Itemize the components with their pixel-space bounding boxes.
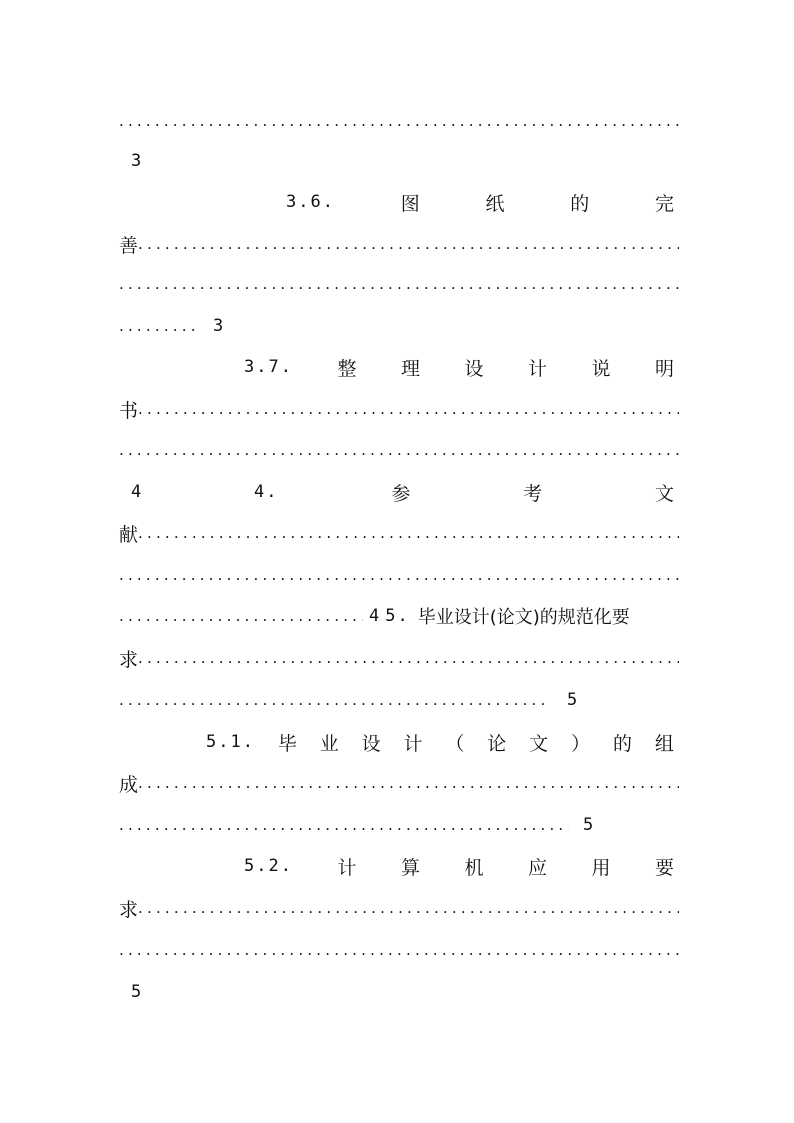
toc-title-char: 要 <box>654 856 674 879</box>
toc-page-number: 5 <box>131 982 142 1002</box>
toc-entry-line <box>119 312 679 340</box>
toc-entry-line <box>119 644 679 672</box>
toc-entry-3-6[interactable] <box>286 188 674 216</box>
toc-title-char: （ <box>445 732 465 755</box>
toc-entry-line <box>119 894 679 922</box>
toc-title-char: 计 <box>527 357 547 380</box>
toc-entry-5-1[interactable] <box>206 728 674 756</box>
toc-page-number: 3 <box>213 316 224 336</box>
toc-entry-3-7[interactable] <box>244 353 674 381</box>
toc-entry-line <box>119 519 679 547</box>
toc-title-char: 献 <box>119 523 139 546</box>
toc-title-char: 图 <box>400 192 420 215</box>
toc-title-char: ） <box>571 732 591 755</box>
toc-title-char: 善 <box>119 234 139 257</box>
toc-section-number: 5. <box>385 606 410 626</box>
toc-entry-line <box>119 686 679 714</box>
toc-title-char: 设 <box>361 732 381 755</box>
toc-entry-4[interactable] <box>119 478 674 506</box>
toc-title-char: 参 <box>391 482 411 505</box>
toc-dot-leader <box>119 270 679 298</box>
toc-page-number: 3 <box>131 151 142 171</box>
toc-dot-leader <box>119 561 679 589</box>
toc-title-char: 说 <box>591 357 611 380</box>
toc-title-char: 毕 <box>277 732 297 755</box>
toc-title-char: 求 <box>119 898 139 921</box>
toc-title-char: 用 <box>591 856 611 879</box>
toc-title-char: 书 <box>119 399 139 422</box>
toc-title-char: 论 <box>487 732 507 755</box>
toc-page-number: 5 <box>583 815 594 835</box>
toc-section-number: 3.6. <box>286 192 335 212</box>
toc-entry-line <box>119 769 679 797</box>
toc-title-text: 毕业设计(论文)的规范化要 <box>417 607 630 628</box>
toc-entry-line <box>119 395 679 423</box>
toc-entry-tail <box>119 147 679 175</box>
toc-entry-5[interactable] <box>119 602 674 630</box>
toc-title-char: 计 <box>337 856 357 879</box>
toc-entry-line <box>119 978 679 1006</box>
toc-title-char: 整 <box>337 357 357 380</box>
toc-section-number: 5.1. <box>206 732 255 752</box>
toc-section-number: 3.7. <box>244 357 293 377</box>
toc-title-char: 纸 <box>485 192 505 215</box>
toc-title-char: 考 <box>523 482 543 505</box>
toc-dot-leader <box>119 107 679 135</box>
toc-title-char: 明 <box>654 357 674 380</box>
toc-page-number: 5 <box>567 690 578 710</box>
toc-title-char: 业 <box>319 732 339 755</box>
toc-section-number: 4. <box>254 482 279 502</box>
toc-title-char: 组 <box>654 732 674 755</box>
toc-entry-line <box>119 230 679 258</box>
toc-title-char: 的 <box>570 192 590 215</box>
toc-title-char: 求 <box>119 648 139 671</box>
toc-title-char: 的 <box>612 732 632 755</box>
toc-title-char: 机 <box>464 856 484 879</box>
toc-title-char: 文 <box>529 732 549 755</box>
toc-title-char: 算 <box>400 856 420 879</box>
toc-section-number: 5.2. <box>244 856 293 876</box>
toc-title-char: 理 <box>400 357 420 380</box>
toc-title-char: 计 <box>403 732 423 755</box>
toc-dot-leader <box>119 936 679 964</box>
toc-page-number: 4 <box>369 606 380 626</box>
toc-title-char: 文 <box>654 482 674 505</box>
toc-title-char: 完 <box>654 192 674 215</box>
toc-page-number: 4 <box>131 482 142 502</box>
toc-title-char: 应 <box>527 856 547 879</box>
toc-entry-line <box>119 811 679 839</box>
toc-title-char: 设 <box>464 357 484 380</box>
toc-entry-5-2[interactable] <box>244 852 674 880</box>
toc-title-char: 成 <box>119 773 139 796</box>
toc-dot-leader <box>119 436 679 464</box>
